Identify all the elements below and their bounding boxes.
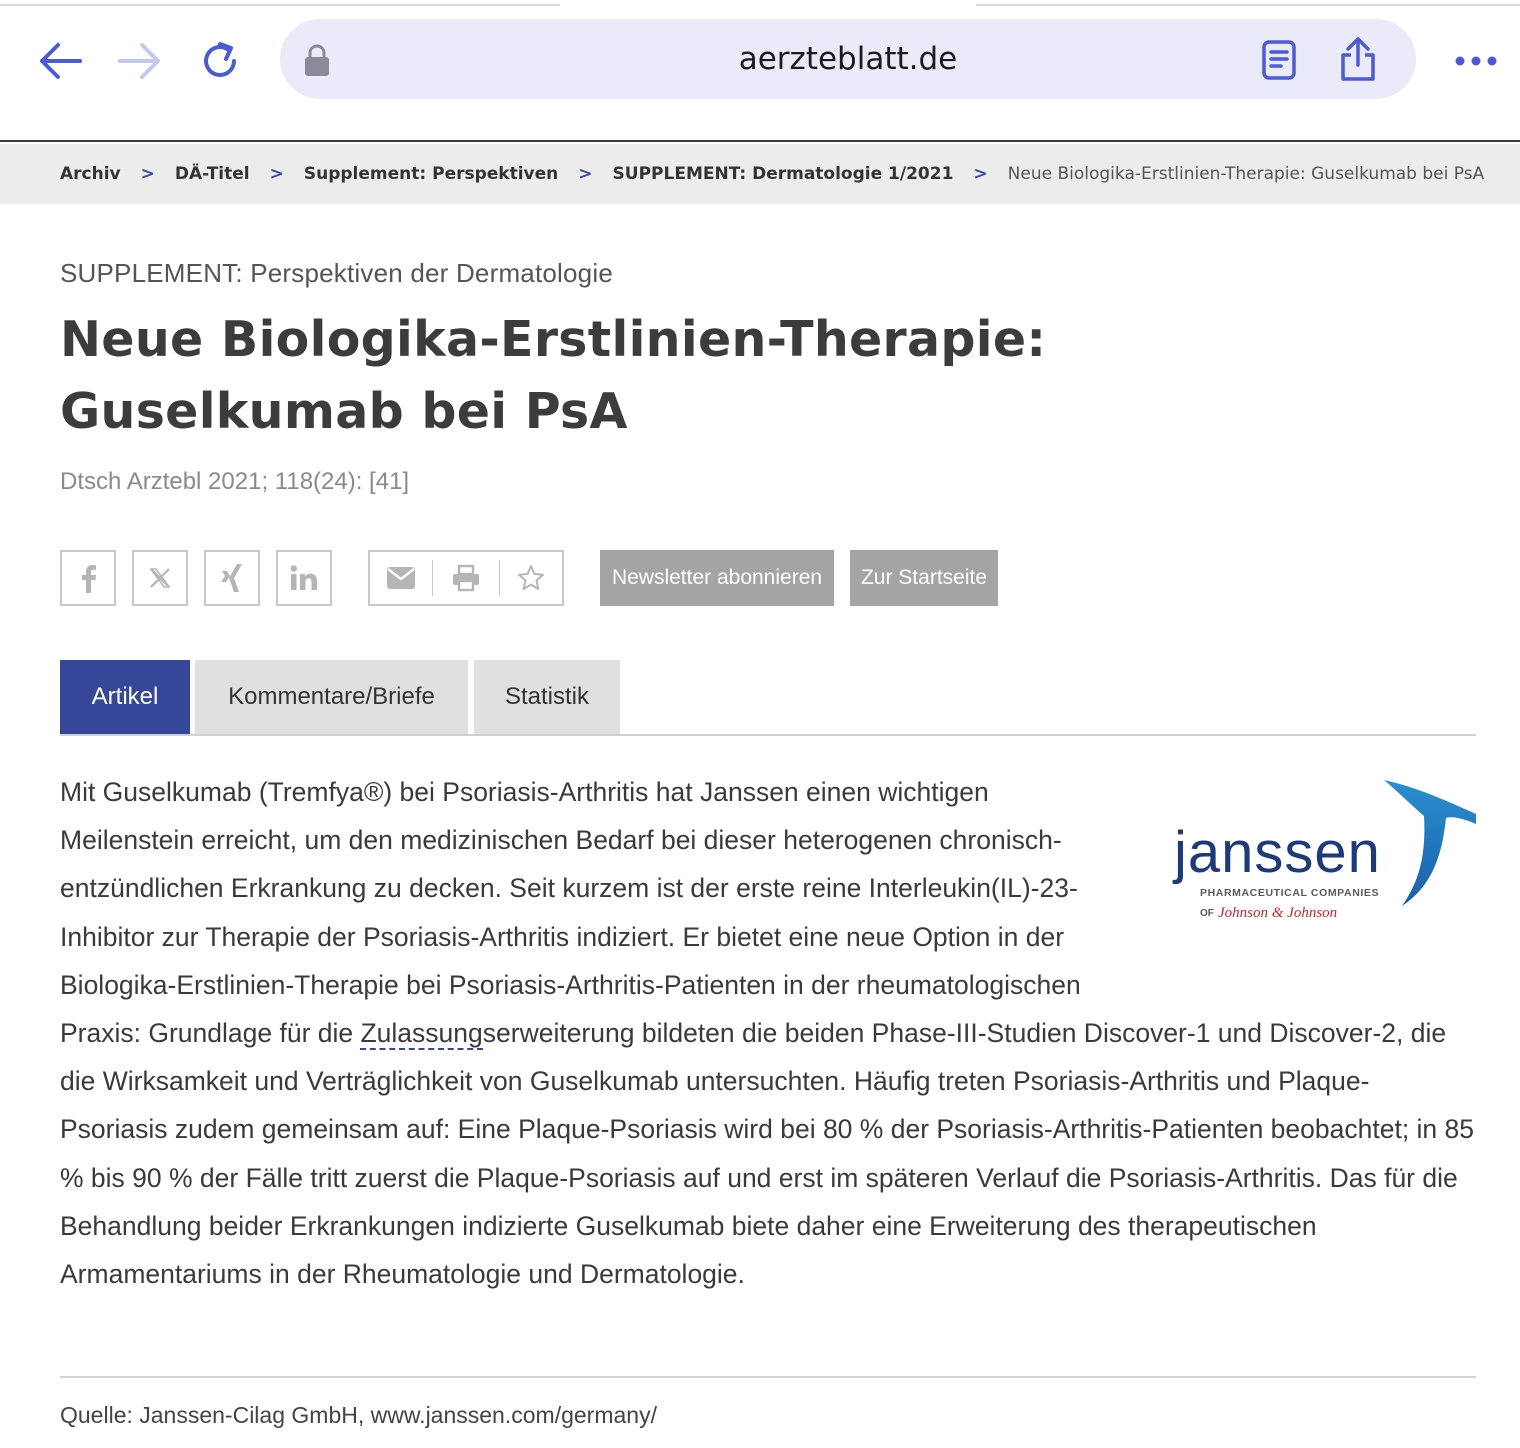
- logo-line1: PHARMACEUTICAL COMPANIES: [1200, 887, 1380, 899]
- facebook-icon: [78, 563, 98, 593]
- tab-edge-right: [976, 0, 1520, 6]
- chevron-right-icon: >: [578, 164, 593, 184]
- share-action-group: [368, 550, 564, 606]
- tab-kommentare-briefe[interactable]: Kommentare/Briefe: [195, 660, 468, 734]
- bottom-divider: [60, 1376, 1476, 1378]
- print-icon: [452, 564, 480, 592]
- newsletter-button[interactable]: Newsletter abonnieren: [600, 550, 834, 606]
- url-text: aerzteblatt.de: [738, 41, 958, 77]
- breadcrumb-current: Neue Biologika-Erstlinien-Therapie: Guselkumab bei PsA: [1007, 164, 1485, 184]
- linkedin-icon: [290, 565, 318, 591]
- arrow-right-icon: [116, 41, 164, 81]
- share-x-button[interactable]: [132, 550, 188, 606]
- bookmark-button[interactable]: [500, 552, 562, 604]
- arrow-left-icon: [36, 41, 84, 81]
- share-linkedin-button[interactable]: [276, 550, 332, 606]
- forward-button[interactable]: [112, 36, 168, 86]
- logo-line2-script: Johnson & Johnson: [1218, 905, 1338, 921]
- glossary-link-zulassung[interactable]: Zulassung: [360, 1018, 483, 1049]
- breadcrumb-item-dae-titel[interactable]: DÄ-Titel: [174, 164, 250, 184]
- tab-edge-left: [0, 0, 560, 6]
- share-mail-button[interactable]: [370, 552, 432, 604]
- x-twitter-icon: [149, 567, 171, 589]
- swoosh-icon: [1384, 780, 1476, 906]
- mail-icon: [386, 566, 416, 590]
- reload-button[interactable]: [192, 36, 248, 86]
- browser-toolbar: [0, 10, 1520, 142]
- breadcrumb-item-dermatologie[interactable]: SUPPLEMENT: Dermatologie 1/2021: [612, 164, 954, 184]
- share-xing-button[interactable]: [204, 550, 260, 606]
- back-button[interactable]: [32, 36, 88, 86]
- share-facebook-button[interactable]: [60, 550, 116, 606]
- reader-view-icon[interactable]: [1262, 40, 1296, 80]
- logo-line2-prefix: OF: [1200, 908, 1214, 919]
- breadcrumb-item-supplement[interactable]: Supplement: Perspektiven: [303, 164, 559, 184]
- page-title: Neue Biologika-Erstlinien-Therapie: Guselkumab bei PsA: [60, 311, 1047, 440]
- article-text-part-2: serweiterung bildeten die beiden Phase-III-Studien Discover-1 und Discover-2, die die Wirksamkeit und Verträglichkeit von Guselkumab untersuchten. Häufig treten Psoriasis-Arthritis und Plaque-Psoriasis zudem gemeinsam auf: Eine Plaque-Psoriasis wird bei 80 % der Psoriasis-Arthritis-Patienten beobachtet; in 85 % bis 90 % der Fälle tritt zuerst die Plaque-Psoriasis auf und erst im späteren Verlauf die Psoriasis-Arthritis. Das für die Behandlung beider Erkrankungen indizierte Guselkumab biete daher eine Erweiterung des therapeutischen Armamentariums in der Rheumatologie und Dermatologie.: [60, 1018, 1475, 1290]
- chevron-right-icon: >: [973, 164, 988, 184]
- share-icon[interactable]: [1338, 35, 1378, 83]
- article-text-part-1: Mit Guselkumab (Tremfya®) bei Psoriasis-Arthritis hat Janssen einen wichtigen Meilenstein erreicht, um den medizinischen Bedarf bei dieser heterogenen chronisch-entzündlichen Erkrankung zu decken. Seit kurzem ist der erste reine Interleukin(IL)-23-Inhibitor zur Therapie der Psoriasis-Arthritis indiziert. Er bietet eine neue Option in der Biologika-Erstlinien-Therapie bei Psoriasis-Arthritis-Patienten in der rheumatologischen Praxis: Grundlage für die: [60, 777, 1081, 1049]
- logo-brand: janssen: [1174, 820, 1381, 885]
- tab-statistik[interactable]: Statistik: [474, 660, 620, 734]
- reload-icon: [198, 39, 242, 83]
- article-source: Quelle: Janssen-Cilag GmbH, www.janssen.com/germany/: [60, 1402, 657, 1428]
- janssen-logo: [1170, 776, 1480, 926]
- tab-artikel[interactable]: Artikel: [60, 660, 190, 734]
- xing-icon: [219, 563, 245, 593]
- more-options-icon[interactable]: [1448, 46, 1504, 76]
- star-icon: [517, 564, 545, 592]
- article-citation: Dtsch Arztebl 2021; 118(24): [41]: [60, 468, 410, 495]
- chevron-right-icon: >: [269, 164, 284, 184]
- print-button[interactable]: [433, 552, 499, 604]
- tab-divider: [60, 734, 1476, 736]
- article-supertitle: SUPPLEMENT: Perspektiven der Dermatologie: [60, 258, 613, 288]
- breadcrumb: [0, 144, 1520, 204]
- address-bar[interactable]: [280, 19, 1416, 99]
- tab-strip: [0, 0, 1520, 10]
- home-button[interactable]: Zur Startseite: [850, 550, 998, 606]
- breadcrumb-item-archiv[interactable]: Archiv: [60, 164, 121, 184]
- chevron-right-icon: >: [140, 164, 155, 184]
